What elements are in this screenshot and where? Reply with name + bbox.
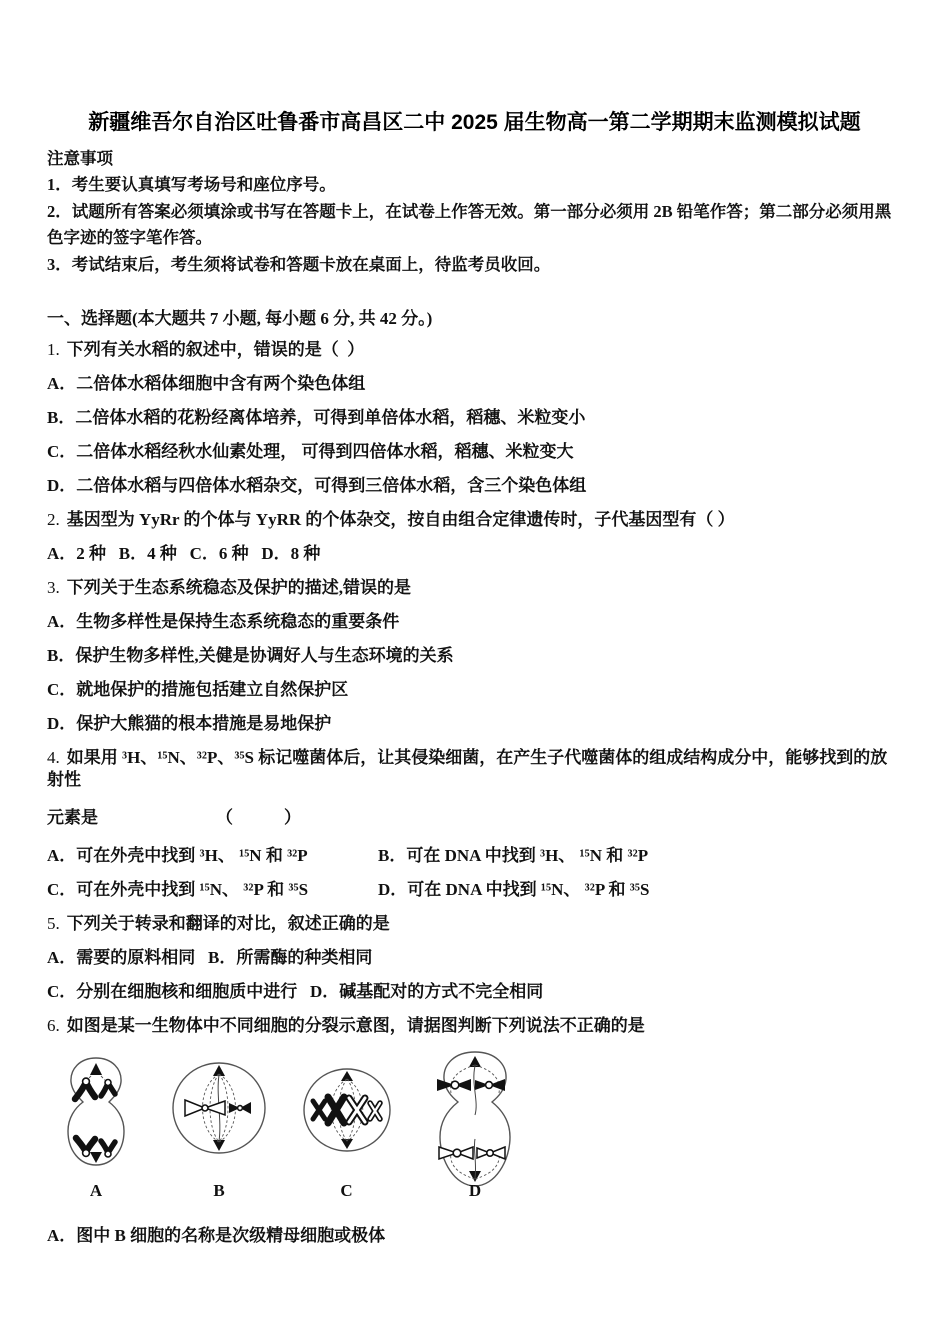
notice-section [47,146,902,278]
question-3-number: 3. [47,578,60,597]
cell-diagram-a [55,1049,137,1201]
question-1-number: 1. [47,340,60,359]
question-6-option-a: A．图中 B 细胞的名称是次级精母细胞或极体 [47,1226,386,1245]
question-5-number: 5. [47,914,60,933]
question-1-option-a: A．二倍体水稻体细胞中含有两个染色体组 [47,374,366,393]
question-3-stem [47,577,902,599]
cell-a-telophase-icon [58,1055,134,1169]
question-3-option-c: C．就地保护的措施包括建立自然保护区 [47,680,349,699]
question-4-option-b: B．可在 DNA 中找到 ³H、 ¹⁵N 和 ³²P [378,846,649,865]
question-6-stem [47,1015,902,1037]
question-4-option-d: D．可在 DNA 中找到 ¹⁵N、 ³²P 和 ³⁵S [378,880,650,899]
exam-title: 新疆维吾尔自治区吐鲁番市高昌区二中 2025 届生物高一第二学期期末监测模拟试题 [88,111,861,134]
figure-label-d: D [468,1181,482,1200]
question-3-option-d: D．保护大熊猫的根本措施是易地保护 [47,714,332,733]
question-2-number: 2. [47,510,60,529]
question-3-option-b: B．保护生物多样性,关健是协调好人与生态环境的关系 [47,646,454,665]
question-3-option-a: A．生物多样性是保持生态系统稳态的重要条件 [47,612,400,631]
question-4-options-row-2 [47,879,902,913]
question-4-stem-line2-text: 元素是 [47,808,98,827]
question-5-options-row-1: A．需要的原料相同 B．所需酶的种类相同 [47,948,373,967]
question-4-option-c: C．可在外壳中找到 ¹⁵N、 ³²P 和 ³⁵S [47,880,309,899]
question-1-option-c: C．二倍体水稻经秋水仙素处理， 可得到四倍体水稻，稻穗、米粒变大 [47,442,574,461]
cell-d-double-metaphase-icon [425,1049,525,1189]
figure-label-b: B [213,1181,225,1200]
cell-b-metaphase-icon [169,1059,269,1157]
question-1-option-d: D．二倍体水稻与四倍体水稻杂交，可得到三倍体水稻，含三个染色体组 [47,476,587,495]
notice-item-3: 3．考试结束后，考生须将试卷和答题卡放在桌面上，待监考员收回。 [47,254,551,274]
question-2-stem [47,509,902,531]
notice-item-2: 2．试题所有答案必须填涂或书写在答题卡上，在试卷上作答无效。第一部分必须用 2B 铅笔作答；第二部分必须用黑色字迹的签字笔作答。 [47,201,892,247]
notice-heading: 注意事项 [47,149,113,168]
question-1-option-b: B．二倍体水稻的花粉经离体培养，可得到单倍体水稻，稻穗、米粒变小 [47,408,586,427]
question-4-stem-line2 [47,807,902,829]
question-5-stem-text: 下列关于转录和翻译的对比，叙述正确的是 [66,914,390,933]
question-2-options: A．2 种 B．4 种 C．6 种 D．8 种 [47,544,321,563]
question-4-stem-text: 如果用 ³H、¹⁵N、³²P、³⁵S 标记噬菌体后，让其侵染细菌，在产生子代噬菌体的组成结构成分中，能够找到的放射性 [47,748,888,789]
cell-diagram-b [169,1049,269,1201]
question-5-stem [47,913,902,935]
question-4-stem-line1 [47,747,902,791]
cell-diagram-d [424,1049,526,1201]
section-heading: 一、选择题(本大题共 7 小题, 每小题 6 分, 共 42 分。) [47,309,433,328]
question-6-number: 6. [47,1016,60,1035]
question-5-options-row-2: C．分别在细胞核和细胞质中进行 D．碱基配对的方式不完全相同 [47,982,544,1001]
question-4-options-row-1 [47,845,902,879]
question-1-stem [47,339,902,361]
question-3-stem-text: 下列关于生态系统稳态及保护的描述,错误的是 [66,578,411,597]
notice-item-1: 1．考生要认真填写考场号和座位序号。 [47,175,336,194]
question-1-stem-text: 下列有关水稻的叙述中，错误的是（ ） [66,340,365,359]
cell-diagram-c [299,1049,394,1201]
question-6-stem-text: 如图是某一生物体中不同细胞的分裂示意图，请据图判断下列说法不正确的是 [66,1016,645,1035]
question-4-number: 4. [47,748,60,767]
cell-c-tetrads-icon [300,1065,394,1155]
cell-division-figure [55,1049,902,1201]
figure-label-c: C [340,1181,353,1200]
question-2-stem-text: 基因型为 YyRr 的个体与 YyRR 的个体杂交，按自由组合定律遗传时，子代基因型有（ ） [66,510,735,529]
question-4-answer-brackets: （ ） [216,808,301,827]
question-4-option-a: A．可在外壳中找到 ³H、 ¹⁵N 和 ³²P [47,846,308,865]
figure-label-a: A [89,1181,103,1200]
